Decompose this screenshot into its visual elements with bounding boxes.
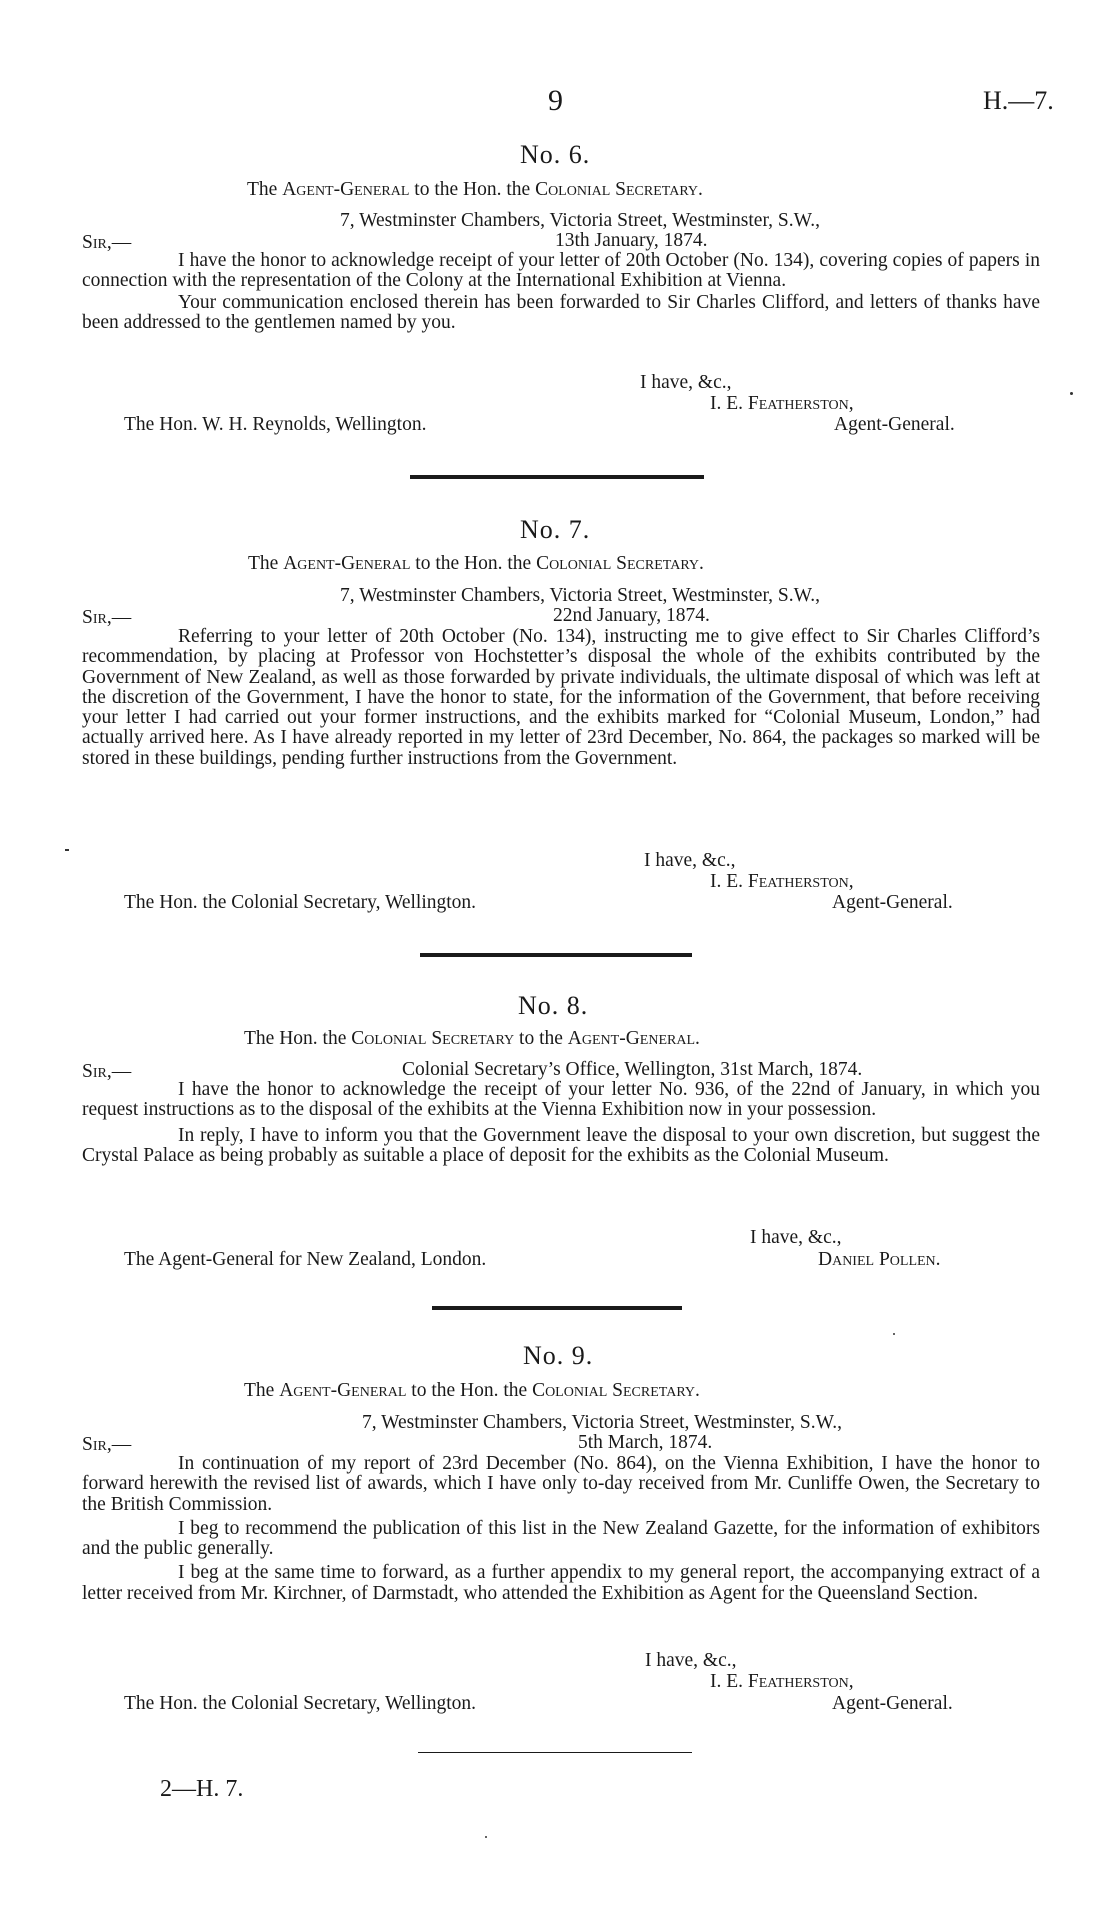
route-sender: Agent-General [282,179,410,200]
signature-mark: 2—H. 7. [160,1776,244,1802]
salutation: Sir,— [82,1061,132,1082]
route-text: to the Hon. the [409,179,536,200]
letter-route [244,1380,700,1402]
route-text: The [247,179,283,200]
paragraph: I have the honor to acknowledge receipt of your letter of 20th October (No. 134), covering copies of papers in connection with the representation of the Colony at the International Exhibition at Vienna. [82,250,1040,292]
document-reference: H.—7. [983,86,1054,115]
letter-route [248,553,704,575]
route-recipient: Colonial Secretary. [536,553,704,574]
route-recipient: Colonial Secretary. [532,1380,700,1401]
route-recipient: Agent-General. [567,1028,700,1049]
sender-address: Colonial Secretary’s Office, Wellington, 31st March, 1874. [402,1059,863,1080]
sender-address: 7, Westminster Chambers, Victoria Street, Westminster, S.W., [340,585,821,606]
paragraph: In reply, I have to inform you that the Government leave the disposal to your own discretion, but suggest the Crystal Palace as being probably as suitable a place of deposit for the exhibits as the Colonial Museum. [82,1124,1040,1166]
letter-date: 5th March, 1874. [578,1432,713,1453]
closing: I have, &c., [644,850,736,871]
stray-mark [1070,392,1073,395]
closing-rule [418,1752,692,1753]
closing: I have, &c., [750,1227,842,1248]
paragraph: Referring to your letter of 20th October (No. 134), instructing me to give effect to Sir Charles Clifford’s recommendation, by placing at Professor von Hochstetter’s disposal the whole of the exhibits contributed by the Government of New Zealand, as well as those forwarded by private individuals, the ultimate disposal of which was left at the discretion of the Government, I have the honor to state, for the information of the Government, that before receiving your letter I had carried out your former instructions, and the exhibits marked for “Colonial Museum, London,” had actually arrived here. As I have already reported in my letter of 23rd December, No. 864, the packages so marked will be stored in these buildings, pending further instructions from the Government. [82,626,1040,769]
signer: I. E. Featherston, [710,1671,854,1692]
sender-address: 7, Westminster Chambers, Victoria Street, Westminster, S.W., [362,1412,843,1433]
letter-number: No. 6. [520,140,591,169]
addressee: The Hon. the Colonial Secretary, Wellington. [124,1693,477,1714]
paragraph: In continuation of my report of 23rd December (No. 864), on the Vienna Exhibition, I have the honor to forward herewith the revised list of awards, which I have only to-day received from Mr. Cunliffe Owen, the Secretary to the British Commission. [82,1453,1040,1515]
letter-number: No. 8. [518,991,589,1020]
stray-mark [893,1333,895,1335]
salutation: Sir,— [82,607,132,628]
route-sender: Agent-General [279,1380,407,1401]
addressee: The Agent-General for New Zealand, London. [124,1249,487,1270]
stray-mark [65,849,69,851]
route-text: to the Hon. the [410,553,537,574]
route-recipient: Colonial Secretary. [535,179,703,200]
separator-rule [420,953,692,957]
letter-number: No. 9. [523,1341,594,1370]
stray-mark [485,1836,487,1838]
paragraph: I beg at the same time to forward, as a further appendix to my general report, the accompanying extract of a letter received from Mr. Kirchner, of Darmstadt, who attended the Exhibition as Agent for the Queensland Section. [82,1562,1040,1604]
sender-address: 7, Westminster Chambers, Victoria Street, Westminster, S.W., [340,210,821,231]
route-sender: Colonial Secretary [351,1028,515,1049]
route-text: to the Hon. the [406,1380,533,1401]
page-number: 9 [548,84,563,117]
closing: I have, &c., [640,372,732,393]
separator-rule [410,475,704,479]
route-sender: Agent-General [283,553,411,574]
paragraph: I have the honor to acknowledge the receipt of your letter No. 936, of the 22nd of January, in which you request instructions as to the disposal of the exhibits at the Vienna Exhibition now in your possession. [82,1079,1040,1121]
signer-title: Agent-General. [832,1693,953,1714]
letter-body [82,627,1040,769]
addressee: The Hon. W. H. Reynolds, Wellington. [124,414,427,435]
signer: I. E. Featherston, [710,393,854,414]
route-text: The [244,1380,280,1401]
paragraph: I beg to recommend the publication of this list in the New Zealand Gazette, for the information of exhibitors and the public generally. [82,1517,1040,1560]
closing: I have, &c., [645,1650,737,1671]
letter-body [82,1454,1040,1604]
signer: I. E. Featherston, [710,871,854,892]
addressee: The Hon. the Colonial Secretary, Wellington. [124,892,477,913]
letter-route [247,179,703,201]
letter-number: No. 7. [520,515,591,544]
paragraph: Your communication enclosed therein has been forwarded to Sir Charles Clifford, and letters of thanks have been addressed to the gentlemen named by you. [82,291,1040,333]
letter-date: 13th January, 1874. [555,230,708,251]
separator-rule [432,1306,682,1310]
signer: Daniel Pollen. [818,1249,941,1270]
letter-date: 22nd January, 1874. [553,605,710,626]
route-text: The Hon. the [244,1028,352,1049]
signer-title: Agent-General. [832,892,953,913]
letter-body [82,251,1040,333]
signer-title: Agent-General. [834,414,955,435]
salutation: Sir,— [82,1434,132,1455]
route-text: to the [514,1028,568,1049]
letter-route [244,1028,700,1050]
route-text: The [248,553,284,574]
letter-body [82,1080,1040,1166]
salutation: Sir,— [82,232,132,253]
